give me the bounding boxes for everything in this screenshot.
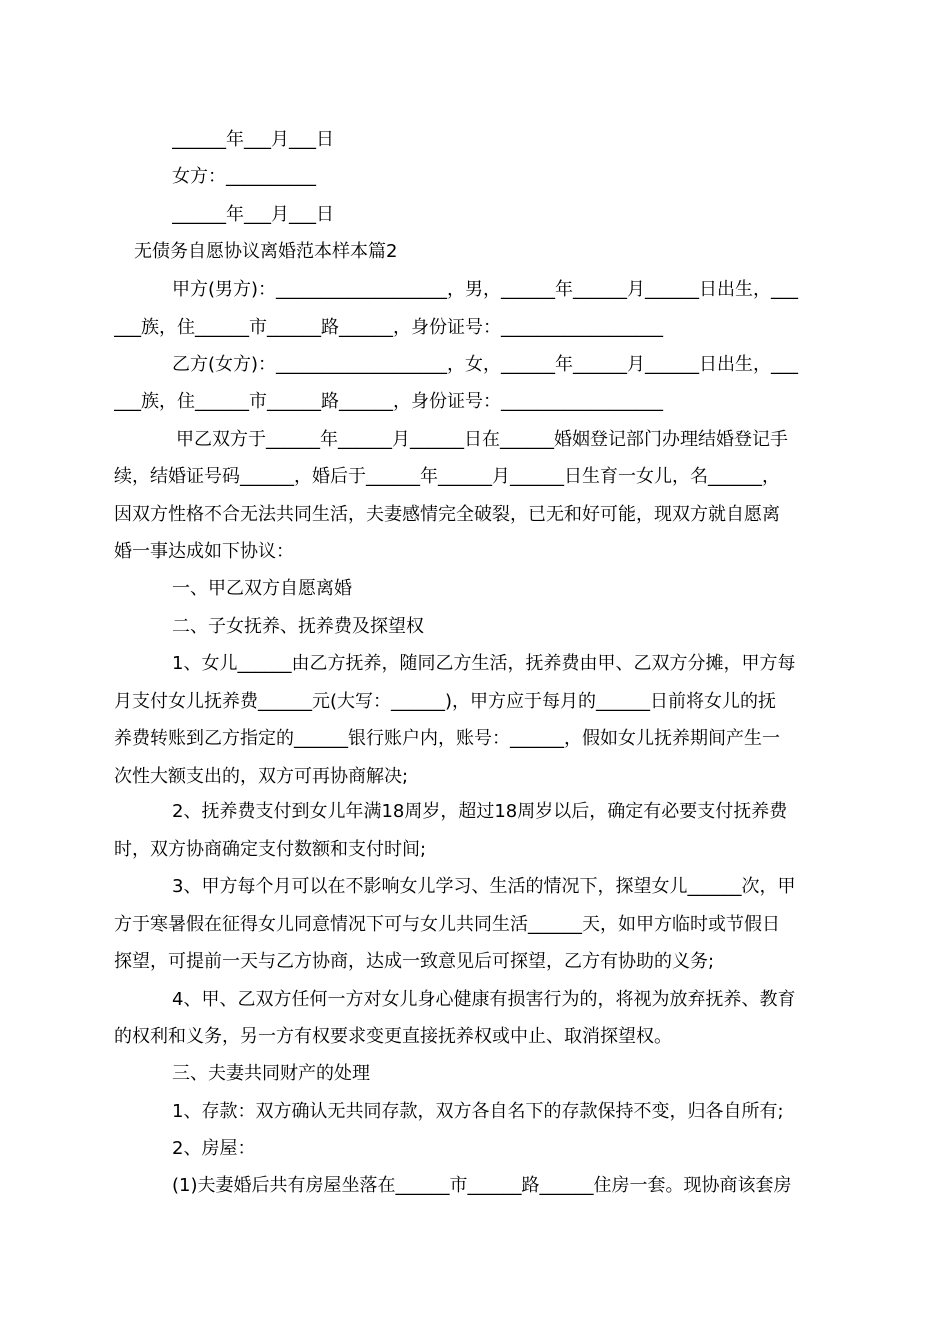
- clause-1-heading: 一、甲乙双方自愿离婚: [172, 578, 352, 599]
- party-a-info-line-2: ___族，住______市______路______，身份证号：__________________: [114, 317, 663, 338]
- clause-3-heading: 三、夫妻共同财产的处理: [172, 1063, 370, 1084]
- intro-paragraph-line-4: 婚一事达成如下协议：: [114, 541, 294, 562]
- intro-paragraph-line-3: 因双方性格不合无法共同生活，夫妻感情完全破裂，已无和好可能，现双方就自愿离: [114, 504, 780, 525]
- date-line-2: ______年___月___日: [172, 204, 334, 225]
- clause-2-2-line-1: 2、抚养费支付到女儿年满18周岁，超过18周岁以后，确定有必要支付抚养费: [172, 801, 788, 822]
- party-b-info-line-1: 乙方(女方)：___________________，女，______年______月______日出生，___: [172, 354, 799, 375]
- intro-paragraph-line-1: 甲乙双方于______年______月______日在______婚姻登记部门办理结婚登记手: [176, 429, 788, 450]
- clause-2-1-line-4: 次性大额支出的，双方可再协商解决;: [114, 766, 409, 787]
- clause-2-1-line-2: 月支付女儿抚养费______元(大写：______)，甲方应于每月的______日前将女儿的抚: [114, 691, 777, 712]
- clause-2-heading: 二、子女抚养、抚养费及探望权: [172, 616, 424, 637]
- clause-2-3-line-3: 探望，可提前一天与乙方协商，达成一致意见后可探望，乙方有协助的义务;: [114, 951, 715, 972]
- clause-2-4-line-2: 的权利和义务，另一方有权要求变更直接抚养权或中止、取消探望权。: [114, 1026, 672, 1047]
- clause-2-4-line-1: 4、甲、乙双方任何一方对女儿身心健康有损害行为的，将视为放弃抚养、教育: [172, 989, 796, 1010]
- clause-3-1: 1、存款：双方确认无共同存款，双方各自名下的存款保持不变，归各自所有;: [172, 1101, 784, 1122]
- clause-2-2-line-2: 时，双方协商确定支付数额和支付时间;: [114, 839, 427, 860]
- intro-paragraph-line-2: 续，结婚证号码______，婚后于______年______月______日生育一女儿，名______，: [114, 466, 780, 487]
- clause-3-2-heading: 2、房屋：: [172, 1138, 256, 1159]
- party-a-info-line-1: 甲方(男方)：___________________，男，______年______月______日出生，___: [172, 279, 799, 300]
- clause-2-3-line-2: 方于寒暑假在征得女儿同意情况下可与女儿共同生活______天，如甲方临时或节假日: [114, 914, 780, 935]
- date-line-1: ______年___月___日: [172, 129, 334, 150]
- female-party-signature: 女方：__________: [172, 166, 316, 187]
- party-b-info-line-2: ___族，住______市______路______，身份证号：__________________: [114, 391, 663, 412]
- clause-2-1-line-1: 1、女儿______由乙方抚养，随同乙方生活，抚养费由甲、乙双方分摊，甲方每: [172, 653, 796, 674]
- clause-2-1-line-3: 养费转账到乙方指定的______银行账户内，账号：______，假如女儿抚养期间产生一: [114, 728, 780, 749]
- clause-2-3-line-1: 3、甲方每个月可以在不影响女儿学习、生活的情况下，探望女儿______次，甲: [172, 876, 796, 897]
- clause-3-2-1-line-1: (1)夫妻婚后共有房屋坐落在______市______路______住房一套。现协商该套房: [172, 1175, 792, 1196]
- section-title: 无债务自愿协议离婚范本样本篇2: [134, 241, 398, 262]
